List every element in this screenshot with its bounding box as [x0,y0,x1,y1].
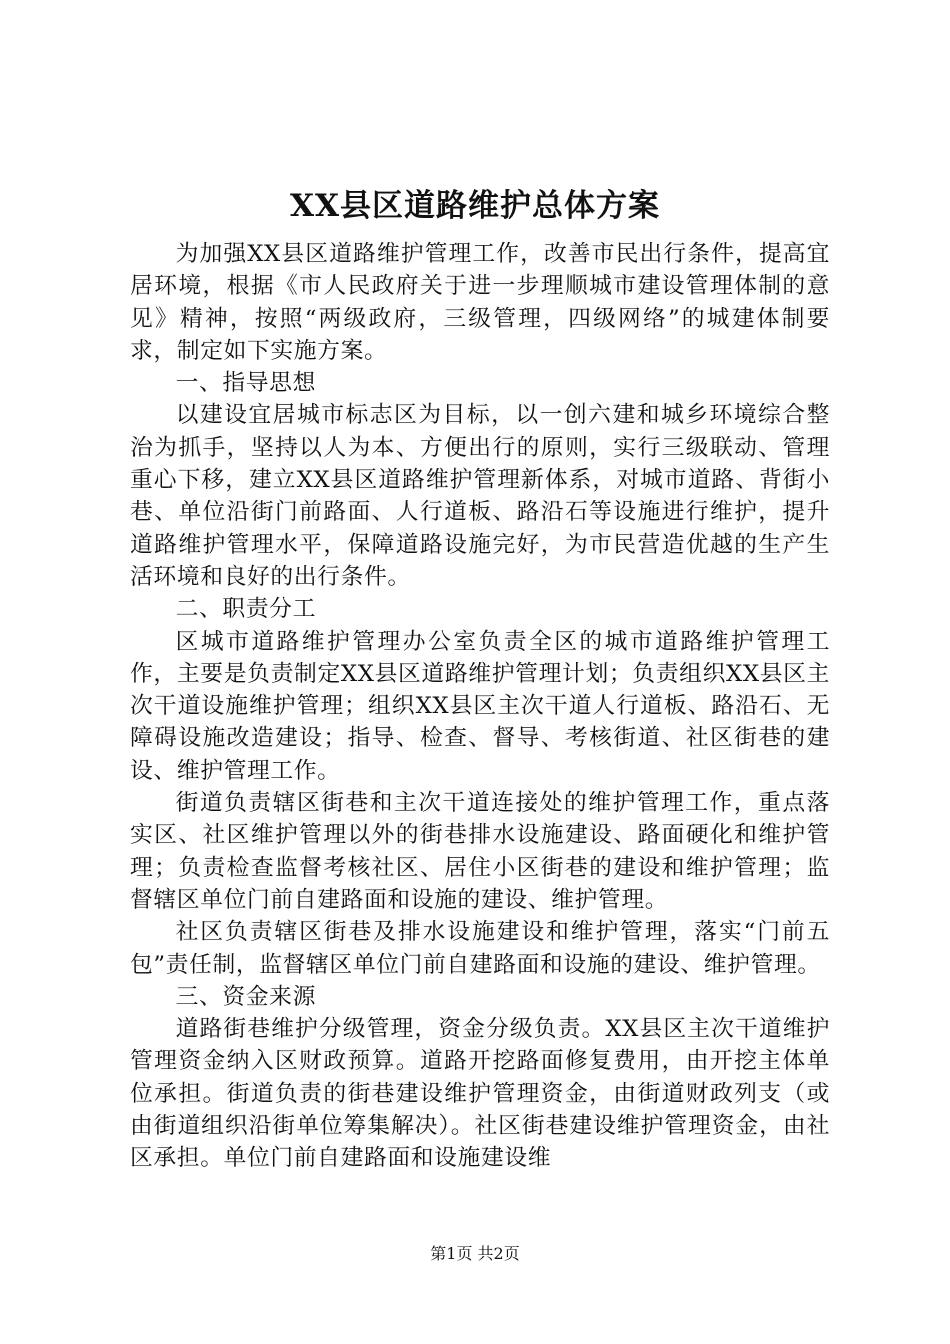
guiding-ideology-paragraph: 以建设宜居城市标志区为目标，以一创六建和城乡环境综合整治为抓手，坚持以人为本、方便出行的原则，实行三级联动、管理重心下移，建立XX县区道路维护管理新体系，对城市道路、背街小巷、单位沿街门前路面、人行道板、路沿石等设施进行维护，提升道路维护管理水平，保障道路设施完好，为市民营造优越的生产生活环境和良好的出行条件。 [130,402,830,590]
section-heading-funding: 三、资金来源 [175,983,316,1010]
district-office-paragraph: 区城市道路维护管理办公室负责全区的城市道路维护管理工作，主要是负责制定XX县区道路维护管理计划；负责组织XX县区主次干道设施维护管理；组织XX县区主次干道人行道板、路沿石、无障碍设施改造建设；指导、检查、督导、考核街道、社区街巷的建设、维护管理工作。 [130,628,830,784]
document-body [130,238,830,1175]
page-footer: 第1页 共2页 [430,1244,520,1263]
section-heading-responsibilities: 二、职责分工 [175,596,316,623]
intro-paragraph: 为加强XX县区道路维护管理工作，改善市民出行条件，提高宜居环境，根据《市人民政府关于进一步理顺城市建设管理体制的意见》精神，按照“两级政府，三级管理，四级网络”的城建体制要求，制定如下实施方案。 [130,241,830,364]
section-heading-guiding-ideology: 一、指导思想 [175,370,316,397]
street-paragraph: 街道负责辖区街巷和主次干道连接处的维护管理工作，重点落实区、社区维护管理以外的街巷排水设施建设、路面硬化和维护管理；负责检查监督考核社区、居住小区街巷的建设和维护管理；监督辖区单位门前自建路面和设施的建设、维护管理。 [130,790,830,913]
community-paragraph: 社区负责辖区街巷及排水设施建设和维护管理，落实“门前五包”责任制，监督辖区单位门前自建路面和设施的建设、维护管理。 [130,919,830,978]
funding-paragraph: 道路街巷维护分级管理，资金分级负责。XX县区主次干道维护管理资金纳入区财政预算。道路开挖路面修复费用，由开挖主体单位承担。街道负责的街巷建设维护管理资金，由街道财政列支（或由街道组织沿街单位筹集解决）。社区街巷建设维护管理资金，由社区承担。单位门前自建路面和设施建设维 [130,1016,830,1172]
document-title: XX县区道路维护总体方案 [289,188,661,224]
